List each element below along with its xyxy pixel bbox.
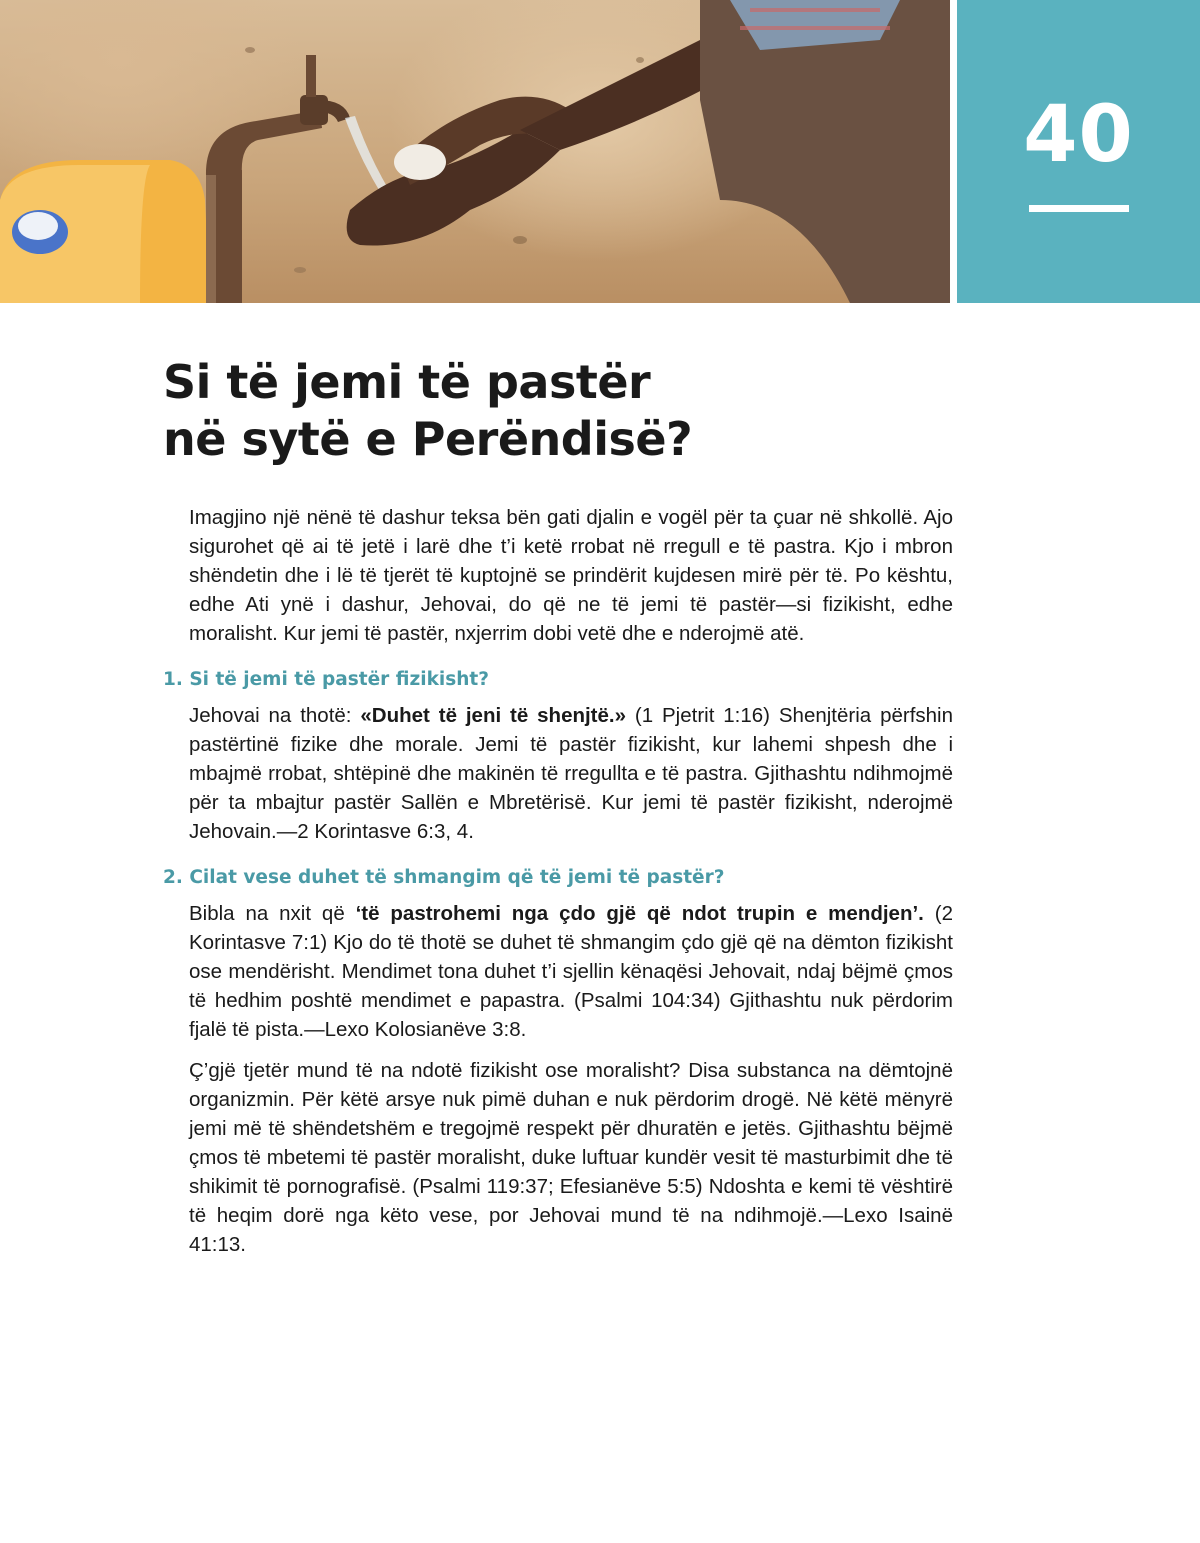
question-1-scripture-quote: «Duhet të jeni të shenjtë.» <box>360 704 627 727</box>
question-2-text-b: (2 Korintasve 7:1) Kjo do të thotë se duhet të shmangim çdo gjë që na dëmton fizikisht ose mendërisht. Mendimet tona duhet t’i sjellin kënaqësi Jehovait, ndaj bëjmë çmos të hedhim poshtë mendimet e papastra. (Psalmi 104:34) Gjithashtu nuk përdorim fjalë të pista.—Lexo Kolosianëve 3:8. <box>189 902 953 1041</box>
question-2-text-a: Bibla na nxit që <box>189 902 356 925</box>
intro-paragraph: Imagjino një nënë të dashur teksa bën gati djalin e vogël për ta çuar në shkollë. Ajo sigurohet që ai të jetë i larë dhe t’i ketë rrobat në rregull e të pastra. Kjo i mbron shëndetin dhe i lë të tjerët të kuptojnë se prindërit kujdesen mirë për të. Po kështu, edhe Ati ynë i dashur, Jehovai, do që ne të jemi të pastër—si fizikisht, edhe moralisht. Kur jemi të pastër, nxjerrim dobi vetë dhe e nderojmë atë. <box>189 506 953 645</box>
page-title-line-2: në sytë e Perëndisë? <box>163 412 693 466</box>
question-2-heading: 2. Cilat vese duhet të shmangim që të jemi të pastër? <box>163 867 725 888</box>
lesson-content <box>163 503 953 1271</box>
question-1-paragraph <box>189 701 953 846</box>
question-1-text-a: Jehovai na thotë: <box>189 704 361 727</box>
page-title <box>163 354 863 468</box>
header-photo <box>0 0 950 303</box>
question-1-heading: 1. Si të jemi të pastër fizikisht? <box>163 669 489 690</box>
lesson-number: 40 <box>1023 90 1134 180</box>
question-2-scripture-quote: ‘të pastrohemi nga çdo gjë që ndot trupin e mendjen’. <box>355 902 924 925</box>
handwashing-illustration <box>0 0 950 303</box>
question-2-paragraph-2: Ç’gjë tjetër mund të na ndotë fizikisht ose moralisht? Disa substanca na dëmtojnë organizmin. Për këtë arsye nuk pimë duhan e nuk përdorim drogë. Në këtë mënyrë jemi më të shëndetshëm e tregojmë respekt për dhuratën e jetës. Gjithashtu bëjmë çmos të mbetemi të pastër moralisht, duke luftuar kundër vesit të masturbimit dhe të shikimit të pornografisë. (Psalmi 119:37; Efesianëve 5:5) Ndoshta e kemi të vështirë të heqim dorë nga këto vese, por Jehovai mund të na ndihmojë.—Lexo Isainë 41:13. <box>189 1059 953 1256</box>
lesson-number-underline <box>1029 205 1129 212</box>
question-2-paragraph-1 <box>189 899 953 1044</box>
page-title-line-1: Si të jemi të pastër <box>163 355 651 409</box>
lesson-number-panel <box>957 0 1200 303</box>
question-1-text-b: (1 Pjetrit 1:16) Shenjtëria përfshin pastërtinë fizike dhe morale. Jemi të pastër fizikisht, kur lahemi shpesh dhe i mbajmë rrobat, shtëpinë dhe makinën të rregullta e të pastra. Gjithashtu ndihmojmë për ta mbajtur pastër Sallën e Mbretërisë. Kur jemi të pastër fizikisht, nderojmë Jehovain.—2 Korintasve 6:3, 4. <box>189 704 953 843</box>
